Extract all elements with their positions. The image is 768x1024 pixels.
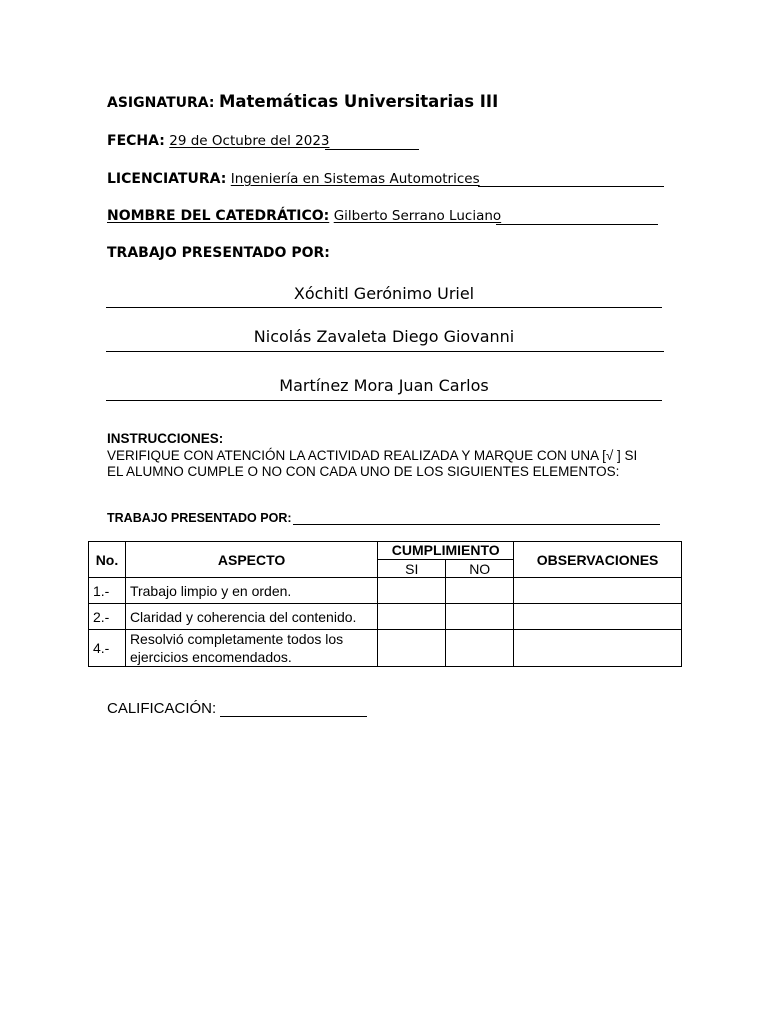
catedratico-label: NOMBRE DEL CATEDRÁTICO: [107, 208, 330, 224]
student-name-2: Nicolás Zavaleta Diego Giovanni [253, 327, 515, 346]
calificacion-fill-line[interactable] [220, 716, 367, 717]
row-observaciones-cell[interactable] [514, 630, 682, 667]
fecha-row [107, 132, 330, 150]
fecha-fill-line [325, 149, 419, 150]
asignatura-value: Matemáticas Universitarias III [218, 92, 499, 111]
header-aspecto: ASPECTO [125, 542, 377, 578]
catedratico-row [107, 207, 501, 225]
header-no: No. [89, 542, 126, 578]
row-number: 4.- [89, 630, 126, 667]
row-aspecto [125, 630, 377, 667]
header-cumplimiento: CUMPLIMIENTO [378, 542, 514, 560]
header-si: SI [378, 560, 446, 578]
table-row [89, 630, 682, 667]
student-line-3 [106, 400, 662, 401]
row-si-cell[interactable] [378, 604, 446, 630]
catedratico-value: Gilberto Serrano Luciano [333, 208, 502, 224]
student-line-2 [106, 351, 664, 352]
catedratico-fill-line [496, 224, 658, 225]
asignatura-label: ASIGNATURA: [107, 95, 215, 111]
presentado-fill-line [293, 524, 660, 525]
row-observaciones-cell[interactable] [514, 604, 682, 630]
row-number: 1.- [89, 578, 126, 604]
row-aspecto-line-1: Resolvió completamente todos los [129, 631, 344, 647]
row-aspecto: Trabajo limpio y en orden. [125, 578, 377, 604]
row-observaciones-cell[interactable] [514, 578, 682, 604]
header-observaciones: OBSERVACIONES [514, 542, 682, 578]
calificacion-label: CALIFICACIÓN: [107, 700, 217, 717]
fecha-label: FECHA: [107, 133, 165, 149]
row-no-cell[interactable] [446, 578, 514, 604]
presentado-label-2: TRABAJO PRESENTADO POR: [107, 511, 292, 525]
row-no-cell[interactable] [446, 630, 514, 667]
licenciatura-label: LICENCIATURA: [107, 171, 227, 187]
licenciatura-row [107, 170, 480, 188]
student-name-3: Martínez Mora Juan Carlos [279, 376, 489, 395]
student-name-1: Xóchitl Gerónimo Uriel [293, 284, 475, 303]
fecha-value: 29 de Octubre del 2023 [169, 133, 330, 149]
row-aspecto: Claridad y coherencia del contenido. [125, 604, 377, 630]
row-si-cell[interactable] [378, 630, 446, 667]
instrucciones-line-2: EL ALUMNO CUMPLE O NO CON CADA UNO DE LOS SIGUIENTES ELEMENTOS: [107, 464, 620, 479]
licenciatura-value: Ingeniería en Sistemas Automotrices [230, 171, 480, 187]
asignatura-row [107, 92, 498, 112]
student-line-1 [106, 307, 662, 308]
row-no-cell[interactable] [446, 604, 514, 630]
table-row [89, 578, 682, 604]
header-no-col: NO [446, 560, 514, 578]
instrucciones-line-1: VERIFIQUE CON ATENCIÓN LA ACTIVIDAD REALIZADA Y MARQUE CON UNA [√ ] SI [107, 448, 638, 463]
row-si-cell[interactable] [378, 578, 446, 604]
licenciatura-fill-line [478, 186, 664, 187]
row-number: 2.- [89, 604, 126, 630]
instrucciones-title: INSTRUCCIONES: [107, 431, 224, 446]
rubric-table [88, 541, 682, 667]
table-row [89, 604, 682, 630]
row-aspecto-line-2: ejercicios encomendados. [129, 649, 292, 665]
presentado-label: TRABAJO PRESENTADO POR: [107, 245, 330, 261]
